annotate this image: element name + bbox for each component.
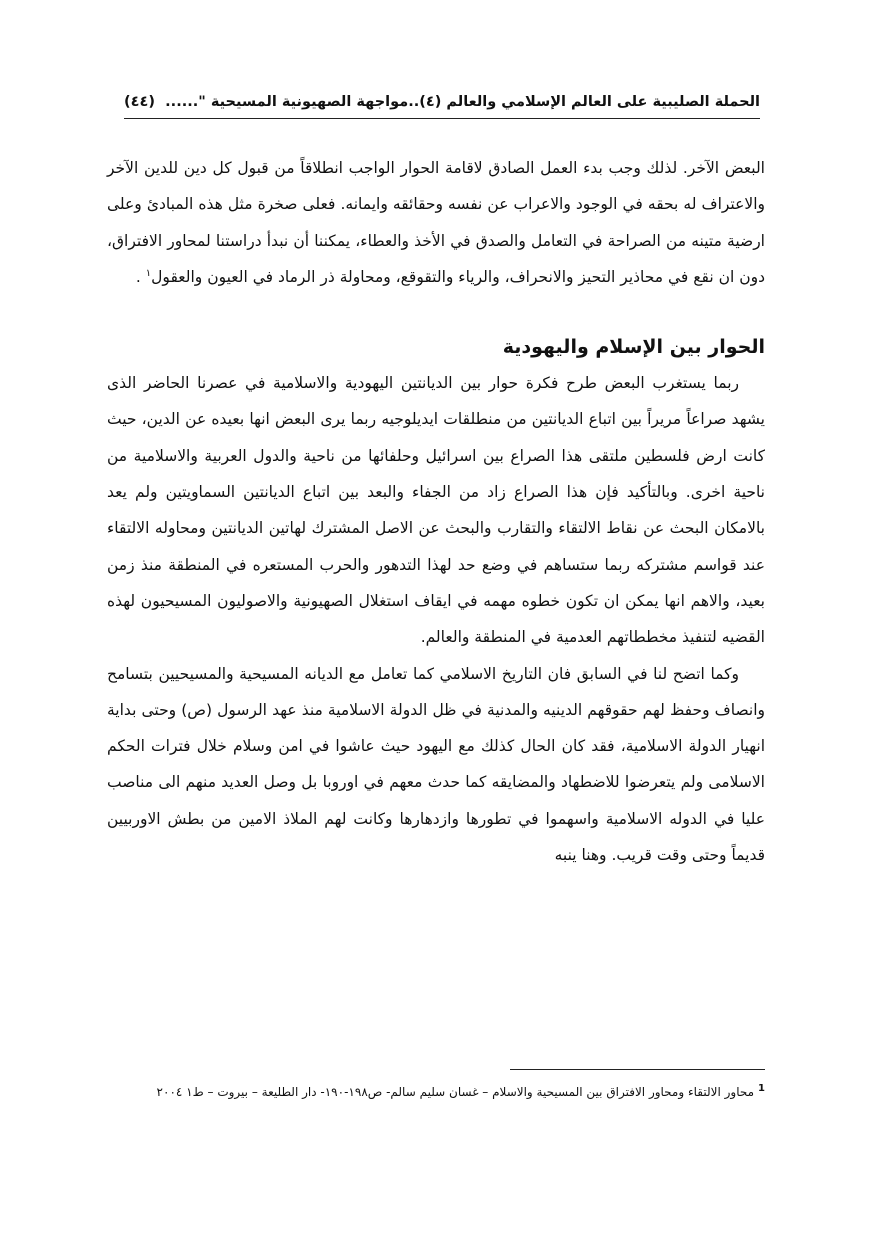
footnote-separator <box>510 1069 765 1070</box>
footnote-reference[interactable]: ١ <box>145 267 152 279</box>
intro-paragraph-end: . <box>135 267 141 286</box>
body-text <box>107 150 765 873</box>
paragraph-2: ربما يستغرب البعض طرح فكرة حوار بين الديانتين اليهودية والاسلامية في عصرنا الحاضر الذى يشهد صراعاً مريراً بين اتباع الديانتين من منطلقات ايديلوجيه ربما يرى البعض انها بعيده عن الدين، حيث كانت ارض فلسطين ملتقى هذا الصراع بين اسرائيل وحلفائها من ناحية والدول العربية والاسلامية من ناحية اخرى. وبالتأكيد فإن هذا الصراع زاد من الجفاء والبعد بين اتباع الديانتين السماويتين ولم يعد بالامكان البحث عن نقاط الالتقاء والتقارب والبحث عن الاصل المشترك لهاتين الديانتين ومحاوله الالتقاء عند قواسم مشتركه ربما ستساهم في وضع حد لهذا التدهور والحرب المستعره في المنطقة منذ زمن بعيد، والاهم انها يمكن ان تكون خطوه مهمه في ايقاف استغلال الصهيونية والاصوليون المسيحيون لهذه القضيه لتنفيذ مخططاتهم العدمية في المنطقة والعالم. <box>107 374 765 647</box>
running-header <box>124 88 760 119</box>
paragraph-3: وكما اتضح لنا في السابق فان التاريخ الاسلامي كما تعامل مع الديانه المسيحية والمسيحيين بتسامح وانصاف وحفظ لهم حقوقهم الدينيه والمدنية في ظل الدولة الاسلامية منذ عهد الرسول (ص) وحتى بداية انهيار الدولة الاسلامية، فقد كان الحال كذلك مع اليهود حيث عاشوا في امن وسلام خلال فترات الحكم الاسلامى ولم يتعرضوا للاضطهاد والمضايقه كما حدث معهم في اوروبا بل وصل العديد منهم الى مناصب عليا في الدوله الاسلامية واسهموا في تطورها وازدهارها وكانت لهم الملاذ الامين من بطش الاوربيين قديماً وحتى وقت قريب. وهنا ينبه <box>107 664 765 865</box>
page-number: (٤٤) <box>124 94 155 110</box>
footnote-text: محاور الالتقاء ومحاور الافتراق بين المسيحية والاسلام – غسان سليم سالم- ص١٩٨-١٩٠- دار الطليعة – بيروت – ط١ ٢٠٠٤ <box>156 1085 755 1099</box>
intro-paragraph-text: البعض الآخر. لذلك وجب بدء العمل الصادق لاقامة الحوار الواجب انطلاقاً من قبول كل دين للدين الآخر والاعتراف له بحقه في الوجود والاعراب عن نفسه وحقائقه وايمانه. فعلى صخرة مثل هذه المبادئ وعلى ارضية متينه من الصراحة في التعامل والصدق في الأخذ والعطاء، يمكننا أن نبدأ دراستنا لمحاور الافتراق، دون ان نقع في محاذير التحيز والانحراف، والرياء والتقوقع، ومحاولة ذر الرماد في العيون والعقول <box>107 159 765 286</box>
footnote <box>107 1078 765 1106</box>
intro-paragraph <box>107 150 765 295</box>
section-heading: الحوار بين الإسلام واليهودية <box>502 336 765 359</box>
footnote-marker: 1 <box>758 1083 765 1094</box>
header-title: الحملة الصليبية على العالم الإسلامي والعالم (٤)..مواجهة الصهيونية المسيحية "...... <box>165 94 760 110</box>
